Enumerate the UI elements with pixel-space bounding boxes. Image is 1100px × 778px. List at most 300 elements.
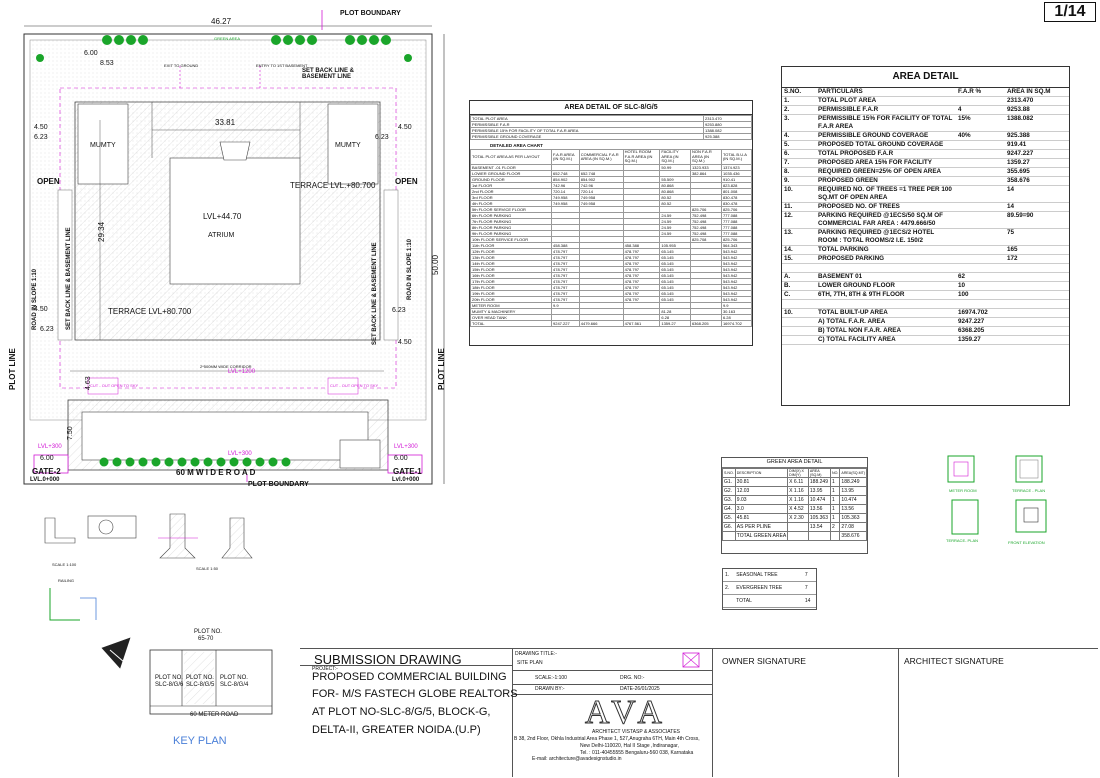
slc-summary-row-cell: 9253.880 — [704, 122, 752, 128]
slc-data-row-cell: 749.958 — [552, 201, 580, 207]
green-area-row — [723, 523, 867, 532]
slc-data-row-cell: 3rd FLOOR — [471, 195, 552, 201]
green-area-row — [723, 487, 867, 496]
area-detail-row-cell — [956, 212, 1005, 229]
slc-header-row-cell: COMMERCIAL F.A.R AREA (IN SQ.M.) — [579, 150, 623, 165]
slc-data-row-cell: 830.478 — [721, 201, 751, 207]
plot-line-right: PLOT LINE — [437, 348, 446, 390]
green-area-row-cell: G6. — [723, 523, 736, 532]
area-detail-row-cell — [1005, 336, 1069, 345]
slc-data-row-cell: MUMTY & MACHINERY — [471, 309, 552, 315]
slc-data-row-cell: 80.868 — [660, 189, 691, 195]
slc-data-row-cell: 65.145 — [660, 285, 691, 291]
slc-data-row-cell: 81.28 — [660, 309, 691, 315]
area-detail-row-cell: C) TOTAL FACILITY AREA — [816, 336, 956, 345]
green-area-header-cell: AREA(SQ.MT) — [840, 469, 867, 478]
slc-data-row-cell: 17th FLOOR — [471, 279, 552, 285]
green-area-total — [723, 532, 867, 541]
dim-2934: 29.34 — [97, 221, 106, 242]
slc-data-row-cell: 24.59 — [660, 225, 691, 231]
area-detail-row-cell — [956, 186, 1005, 203]
green-area-row-cell: 1 — [831, 514, 840, 523]
slc-data-row-cell: 24.59 — [660, 231, 691, 237]
slc-data-row-cell: 16th FLOOR — [471, 273, 552, 279]
area-detail-row — [782, 132, 1069, 141]
area-detail-row-cell: BASEMENT 01 — [816, 273, 956, 282]
area-detail-row-cell: 165 — [1005, 246, 1069, 255]
area-detail-row-cell — [956, 141, 1005, 150]
green-area-total-cell — [808, 532, 830, 541]
key-plot-left: PLOT NO. SLC-8/G/6 — [155, 675, 184, 688]
area-detail-row-cell: 358.676 — [1005, 177, 1069, 186]
gate2-level: LVL.0+000 — [30, 477, 60, 483]
slc-data-row-cell: 13th FLOOR — [471, 255, 552, 261]
submission-drawing-title: SUBMISSION DRAWING — [314, 652, 462, 667]
area-detail-row — [782, 203, 1069, 212]
slc-header-row-cell: NON F.A.R AREA (IN SQ.M.) — [690, 150, 721, 165]
slc-data-row-cell: 742.96 — [552, 183, 580, 189]
green-area-header-cell: DESCRIPTION — [735, 469, 787, 478]
slc-data-row-cell: 478.797 — [552, 261, 580, 267]
mumty-right: MUMTY — [335, 142, 361, 149]
drawing-title-label: DRAWING TITLE:- — [515, 651, 557, 657]
slc-summary-row-cell: 1388.082 — [704, 128, 752, 134]
slc-header-row-cell: HOTEL ROOM F.A.R AREA (IN SQ.M.) — [623, 150, 660, 165]
slc-data-row-cell: TOTAL — [471, 321, 552, 327]
green-area-row-cell: 1 — [831, 496, 840, 505]
slc-detail-table — [470, 149, 752, 327]
slc-data-row-cell: LOWER GROUND FLOOR — [471, 171, 552, 177]
area-detail-row-cell: 75 — [1005, 229, 1069, 246]
slc-data-row-cell: 478.797 — [623, 273, 660, 279]
dim-600-top: 6.00 — [84, 50, 98, 57]
area-detail-row-cell: 3. — [782, 115, 816, 132]
key-plot-mid: PLOT NO. SLC-8/G/5 — [186, 675, 215, 688]
area-detail-row-cell: 4 — [956, 106, 1005, 115]
green-area-row-cell: G2. — [723, 487, 736, 496]
area-detail-row-cell: 2. — [782, 106, 816, 115]
area-detail-row-cell: 12. — [782, 212, 816, 229]
area-detail-row-cell: 1. — [782, 97, 816, 106]
lvl-1200: LVL+1200 — [228, 369, 256, 375]
lvl-300-mid: LVL+300 — [228, 451, 252, 457]
green-area-row-cell: 10.474 — [808, 496, 830, 505]
lvl-300-left: LVL+300 — [38, 444, 62, 450]
green-area-row-cell: 188.249 — [840, 478, 867, 487]
firm-email: E-mail: architecture@avadesignstudio.in — [532, 756, 622, 762]
slc-data-row-cell: 9.9 — [721, 303, 751, 309]
area-detail-row-cell: 7. — [782, 159, 816, 168]
green-area-row — [723, 505, 867, 514]
slc-data-row-cell: 749.958 — [552, 195, 580, 201]
slc-data-row-cell: 825.706 — [721, 207, 751, 213]
area-detail-row-cell: PARKING REQUIRED @1ECS/50 SQ.M OF COMMERCIAL FAR AREA : 4479.666/50 — [816, 212, 956, 229]
slc-data-row-cell: 458.388 — [623, 243, 660, 249]
slc-data-row-cell: 825.706 — [690, 207, 721, 213]
area-detail-header — [782, 88, 1069, 97]
area-detail-header-cell: PARTICULARS — [816, 88, 956, 97]
slc-data-row-cell: 65.145 — [660, 279, 691, 285]
area-detail-row — [782, 115, 1069, 132]
area-detail-row-cell: TOTAL PARKING — [816, 246, 956, 255]
area-detail-row-cell: 9. — [782, 177, 816, 186]
area-detail-row-cell: C. — [782, 291, 816, 300]
detail-drawings — [940, 452, 1060, 547]
setback-side-left: SET BACK LINE & BASEMENT LINE — [66, 227, 72, 330]
area-detail-row-cell: 9247.227 — [956, 318, 1005, 327]
slc-data-row-cell: 6th FLOOR PARKING — [471, 213, 552, 219]
area-detail-row-cell: B. — [782, 282, 816, 291]
area-detail-row-cell: 1388.082 — [1005, 115, 1069, 132]
green-area-row-cell: 1 — [831, 505, 840, 514]
firm-address-1: B 38, 2nd Floor, Okhla Industrial Area Phase 1, 527,Anugraha 6TH, Main 4th Cross, — [514, 736, 700, 742]
slc-data-row-cell: 18th FLOOR — [471, 285, 552, 291]
slc-data-row-cell: 777.088 — [721, 219, 751, 225]
owner-signature: OWNER SIGNATURE — [722, 656, 806, 666]
dim-463: 4.63 — [85, 376, 92, 390]
slc-data-row-cell: 478.797 — [623, 267, 660, 273]
green-area-row-cell: 30.81 — [735, 478, 787, 487]
dim-853: 8.53 — [100, 60, 114, 67]
area-detail-row-cell — [782, 300, 816, 309]
area-detail-row — [782, 212, 1069, 229]
entry-basement-label: ENTRY TO 1ST BASEMENT — [256, 63, 308, 68]
area-detail-row-cell: 14 — [1005, 203, 1069, 212]
dim-600-right-bottom: 6.00 — [394, 455, 408, 462]
slc-data-row-cell: 382.864 — [690, 171, 721, 177]
slc-data-row-cell: 543.942 — [721, 279, 751, 285]
slc-data-row-cell: 752.498 — [690, 213, 721, 219]
green-area-rows — [722, 468, 867, 541]
area-detail-row-cell: 9253.88 — [1005, 106, 1069, 115]
area-detail-row-cell — [1005, 282, 1069, 291]
green-area-header — [723, 469, 867, 478]
area-detail-row-cell — [956, 300, 1005, 309]
tree-row-cell: EVERGREEN TREE — [734, 582, 803, 595]
slc-data-row-cell: 458.388 — [552, 243, 580, 249]
tree-row-cell: 2. — [723, 582, 734, 595]
setback-label: SET BACK LINE & BASEMENT LINE — [302, 68, 355, 80]
slc-data-row-cell: 652.748 — [579, 171, 623, 177]
slc-summary-row-cell: 925.388 — [704, 134, 752, 140]
area-detail-row-cell — [1005, 291, 1069, 300]
slc-data-row-cell: BASEMENT -01 FLOOR — [471, 165, 552, 171]
dim-623-left: 6.23 — [34, 134, 48, 141]
cut-out-right: CUT - OUT OPEN TO SKY — [330, 383, 379, 388]
slc-data-row-cell: 6.28 — [721, 315, 751, 321]
green-area-row-cell: 13.95 — [840, 487, 867, 496]
slc-summary-row-cell: PERMISSIBLE F.A.R — [471, 122, 704, 128]
area-detail-header-cell: S.NO. — [782, 88, 816, 97]
area-detail-row-cell — [782, 336, 816, 345]
area-detail-row-cell: 6TH, 7TH, 8TH & 9TH FLOOR — [816, 291, 956, 300]
terrace-right: TERRACE LVL.+80.700 — [290, 181, 376, 190]
dim-450-right-2: 4.50 — [398, 339, 412, 346]
project-line-3: AT PLOT NO-SLC-8/G/5, BLOCK-G, — [312, 706, 491, 718]
plot-boundary-top: PLOT BOUNDARY — [340, 10, 401, 17]
road-slope-right: ROAD IN SLOPE 1:10 — [407, 238, 413, 300]
dim-450-right: 4.50 — [398, 124, 412, 131]
green-area-row-cell: 13.95 — [808, 487, 830, 496]
atrium-label: ATRIUM — [208, 232, 235, 239]
drawn-by: DRAWN BY:- — [535, 686, 565, 692]
tree-row-cell: 14 — [803, 595, 816, 608]
slc-data-row-cell: 543.942 — [721, 273, 751, 279]
green-area-row-cell: 1 — [831, 487, 840, 496]
slc-data-row-cell: 1359.27 — [660, 321, 691, 327]
area-detail-row — [782, 159, 1069, 168]
slc-data-row-cell: 910.41 — [721, 177, 751, 183]
area-detail-row — [782, 264, 1069, 273]
slc-data-row-cell: 543.942 — [721, 267, 751, 273]
slc-data-row-cell: 478.797 — [623, 255, 660, 261]
slc-data-row-cell: 478.797 — [552, 267, 580, 273]
cut-out-left: CUT - OUT OPEN TO SKY — [90, 383, 139, 388]
key-plot-range: 65-70 — [198, 636, 214, 642]
area-detail-row-cell: B) TOTAL NON F.A.R. AREA — [816, 327, 956, 336]
green-area-title: GREEN AREA DETAIL — [722, 458, 867, 468]
green-area-header-cell: S.NO. — [723, 469, 736, 478]
slc-data-row-cell: 5th FLOOR SERVICE FLOOR — [471, 207, 552, 213]
slc-data-row-cell: 15th FLOOR — [471, 267, 552, 273]
area-detail-row-cell: 89.59=90 — [1005, 212, 1069, 229]
area-detail-row-cell — [956, 246, 1005, 255]
slc-data-row-cell: 65.145 — [660, 261, 691, 267]
height-dimension: 50.00 — [431, 254, 440, 275]
dim-450-left-2: 4.50 — [34, 306, 48, 313]
slc-chart-title: DETAILED AREA CHART — [490, 143, 543, 148]
slc-summary-row-cell: TOTAL PLOT AREA — [471, 116, 704, 122]
green-area-row-cell: AS PER PLINE — [735, 523, 787, 532]
dim-450-left: 4.50 — [34, 124, 48, 131]
slc-data-row-cell: 478.797 — [623, 261, 660, 267]
area-detail-row-cell: 11. — [782, 203, 816, 212]
slc-data-row-cell: 16974.702 — [721, 321, 751, 327]
front-elevation-label: FRONT ELEVATION — [1008, 540, 1045, 545]
project-label: PROJECT:- — [312, 666, 338, 672]
slc-data-row-cell: 801.008 — [721, 189, 751, 195]
slc-data-row-cell: 50.99 — [660, 165, 691, 171]
slc-data-row-cell: 478.797 — [623, 279, 660, 285]
area-detail-row-cell — [956, 203, 1005, 212]
area-detail-row-cell — [1005, 273, 1069, 282]
gate1-level: Lvl.0+000 — [392, 477, 420, 483]
exit-ground-label: EXIT TO GROUND — [164, 63, 199, 68]
slc-data-row-cell: 65.145 — [660, 273, 691, 279]
area-detail-row-cell: TOTAL BUILT-UP AREA — [816, 309, 956, 318]
green-area-header-cell: DIM(X) X DIM(Y) — [788, 469, 809, 478]
area-detail-row — [782, 246, 1069, 255]
sheet-number: 1/14 — [1044, 2, 1096, 22]
slc-header-row — [471, 150, 752, 165]
area-detail-row — [782, 255, 1069, 264]
area-detail-row-cell: PROPOSED AREA 15% FOR FACILITY — [816, 159, 956, 168]
area-detail-header-cell: AREA IN SQ.M — [1005, 88, 1069, 97]
area-detail-row-cell: 6368.205 — [956, 327, 1005, 336]
slc-header-row-cell: FACILITY AREA (IN SQ.M.) — [660, 150, 691, 165]
firm-address-3: Tel. : 011-40455555 Bengaluru-560 038, Karnataka — [580, 750, 694, 756]
slc-data-row-cell: 8th FLOOR PARKING — [471, 225, 552, 231]
scale-100: SCALE 1:100 — [52, 562, 77, 567]
slc-data-row-cell: 543.942 — [721, 249, 751, 255]
area-detail-row — [782, 318, 1069, 327]
slc-data-row-cell: 65.145 — [660, 291, 691, 297]
slc-data-row-cell: 478.797 — [623, 285, 660, 291]
slc-data-row-cell: 105.955 — [660, 243, 691, 249]
terrace-plan-label: TERRACE - PLAN — [1012, 488, 1046, 493]
gate2-label: GATE-2 — [32, 467, 61, 476]
slc-data-row-cell: 4479.666 — [579, 321, 623, 327]
area-detail-row-cell: 8. — [782, 168, 816, 177]
drawing-title: SITE PLAN — [517, 660, 543, 666]
slc-data-row-cell: 720.14 — [579, 189, 623, 195]
area-detail-row — [782, 97, 1069, 106]
slc-data-row-cell: 55.509 — [660, 177, 691, 183]
area-detail-row — [782, 177, 1069, 186]
firm-name: ARCHITECT VISTASP & ASSOCIATES — [592, 729, 680, 735]
area-detail-row-cell: PERMISSIBLE F.A.R — [816, 106, 956, 115]
key-road: 60 METER ROAD — [190, 712, 239, 718]
open-left: OPEN — [37, 177, 60, 186]
green-area-row-cell: X 2.30 — [788, 514, 809, 523]
setback-side-right: SET BACK LINE & BASEMENT LINE — [372, 242, 378, 345]
slc-data-row-cell: 478.797 — [623, 291, 660, 297]
area-detail-header-cell: F.A.R % — [956, 88, 1005, 97]
area-detail-row-cell: 1359.27 — [956, 336, 1005, 345]
project-line-1: PROPOSED COMMERCIAL BUILDING — [312, 671, 507, 683]
area-detail-row-cell — [956, 150, 1005, 159]
slc-summary-row-cell: 2313.470 — [704, 116, 752, 122]
area-detail-row-cell: 919.41 — [1005, 141, 1069, 150]
area-detail-row-cell: TOTAL PROPOSED F.A.R — [816, 150, 956, 159]
area-detail-row-cell: 13. — [782, 229, 816, 246]
area-detail-row — [782, 327, 1069, 336]
area-detail-row-cell: 4. — [782, 132, 816, 141]
area-detail-row — [782, 186, 1069, 203]
area-detail-row-cell: 355.695 — [1005, 168, 1069, 177]
area-detail-row-cell: 62 — [956, 273, 1005, 282]
area-detail-row-cell: 2313.470 — [1005, 97, 1069, 106]
area-detail-rows — [782, 88, 1069, 345]
area-detail-row-cell: PERMISSIBLE GROUND COVERAGE — [816, 132, 956, 141]
area-detail-row-cell: PERMISSIBLE 15% FOR FACILITY OF TOTAL F.A.R AREA — [816, 115, 956, 132]
project-line-2: FOR- M/S FASTECH GLOBE REALTORS — [312, 688, 518, 700]
area-detail-row-cell: 1359.27 — [1005, 159, 1069, 168]
green-area-row-cell: 188.249 — [808, 478, 830, 487]
green-area-row-cell: 1 — [831, 478, 840, 487]
architect-signature: ARCHITECT SIGNATURE — [904, 656, 1004, 666]
terrace-left: TERRACE LVL+80.700 — [108, 307, 192, 316]
green-area-total-cell: TOTAL GREEN AREA — [736, 533, 787, 539]
plot-line-left: PLOT LINE — [8, 348, 17, 390]
green-area-total-cell — [788, 532, 809, 541]
area-detail-row-cell: 100 — [956, 291, 1005, 300]
area-detail-row-cell — [956, 264, 1005, 273]
slc-data-row-cell: 1st FLOOR — [471, 183, 552, 189]
green-area-row-cell: G5. — [723, 514, 736, 523]
slc-data-row-cell: 543.942 — [721, 297, 751, 303]
area-detail-row-cell: 925.388 — [1005, 132, 1069, 141]
slc-table-title: AREA DETAIL OF SLC-8/G/5 — [470, 101, 752, 115]
green-area-header-cell: AREA (SQ.M) — [808, 469, 830, 478]
area-detail-row-cell: TOTAL PLOT AREA — [816, 97, 956, 106]
slc-data-row-cell: 65.145 — [660, 249, 691, 255]
dim-600-left-bottom: 6.00 — [40, 455, 54, 462]
lvl-300-right: LVL+300 — [394, 444, 418, 450]
tree-row-cell: 1. — [723, 569, 734, 582]
green-area-row-cell: 13.54 — [808, 523, 830, 532]
green-area-row-cell: X 4.52 — [788, 505, 809, 514]
area-detail-row-cell — [816, 264, 956, 273]
dim-623-left-2: 6.23 — [40, 326, 54, 333]
slc-data-row-cell: 80.52 — [660, 195, 691, 201]
slc-data-row-cell: 9.9 — [552, 303, 580, 309]
trees-rows — [723, 569, 816, 608]
slc-data-row-cell: 30.163 — [721, 309, 751, 315]
atrium-level: LVL+44.70 — [203, 212, 242, 221]
area-detail-row-cell: PROPOSED GREEN — [816, 177, 956, 186]
green-area-row-cell: 3.0 — [735, 505, 787, 514]
area-detail-row — [782, 300, 1069, 309]
area-detail-table — [781, 66, 1070, 406]
slc-data-row-cell: 20th FLOOR — [471, 297, 552, 303]
slc-data-row-cell: 752.498 — [690, 219, 721, 225]
slc-data-row-cell: 6368.205 — [690, 321, 721, 327]
tree-row-cell: 7 — [803, 582, 816, 595]
slc-data-row-cell: 1323.933 — [690, 165, 721, 171]
dim-3381: 33.81 — [215, 118, 236, 127]
slc-data-row-cell: 478.797 — [552, 297, 580, 303]
slc-data-row-cell: 777.088 — [721, 213, 751, 219]
area-detail-row-cell — [816, 300, 956, 309]
slc-data-row-cell: 777.088 — [721, 231, 751, 237]
green-area-row-cell: X 1.16 — [788, 487, 809, 496]
key-plan-title: KEY PLAN — [173, 735, 227, 747]
slc-data-row-cell: 823.828 — [721, 183, 751, 189]
gate1-label: GATE-1 — [393, 467, 422, 476]
dim-750: 7.50 — [67, 426, 74, 440]
slc-data-row-cell: 749.958 — [579, 195, 623, 201]
slc-data-row-cell: 742.96 — [579, 183, 623, 189]
slc-summary-row — [471, 134, 752, 140]
area-detail-row-cell — [782, 327, 816, 336]
area-detail-row-cell — [1005, 318, 1069, 327]
area-detail-row-cell: 172 — [1005, 255, 1069, 264]
scale-text: SCALE:-1:100 — [535, 675, 567, 681]
area-detail-row-cell: 15. — [782, 255, 816, 264]
green-area-row-cell: 9.03 — [735, 496, 787, 505]
area-detail-row — [782, 141, 1069, 150]
slc-data-row-cell: 830.478 — [721, 195, 751, 201]
slc-header-row-cell: F.A.R AREA (IN SQ.M.) — [552, 150, 580, 165]
green-area-row-cell: X 6.11 — [788, 478, 809, 487]
mumty-left: MUMTY — [90, 142, 116, 149]
slc-data-row-cell: 65.145 — [660, 267, 691, 273]
green-area-row-cell: 105.363 — [808, 514, 830, 523]
area-detail-row — [782, 309, 1069, 318]
area-detail-row — [782, 291, 1069, 300]
area-detail-row — [782, 282, 1069, 291]
drg-no: DRG. NO:- — [620, 675, 645, 681]
slc-data-row-cell: 1035.436 — [721, 171, 751, 177]
tree-row-cell: TOTAL — [734, 595, 803, 608]
green-area-row-cell: 13.56 — [840, 505, 867, 514]
north-stamp-icon — [680, 652, 702, 668]
area-detail-row — [782, 106, 1069, 115]
railing-label: RAILING — [58, 578, 75, 583]
slc-data-row-cell: 564.343 — [721, 243, 751, 249]
green-area-row-cell: G1. — [723, 478, 736, 487]
